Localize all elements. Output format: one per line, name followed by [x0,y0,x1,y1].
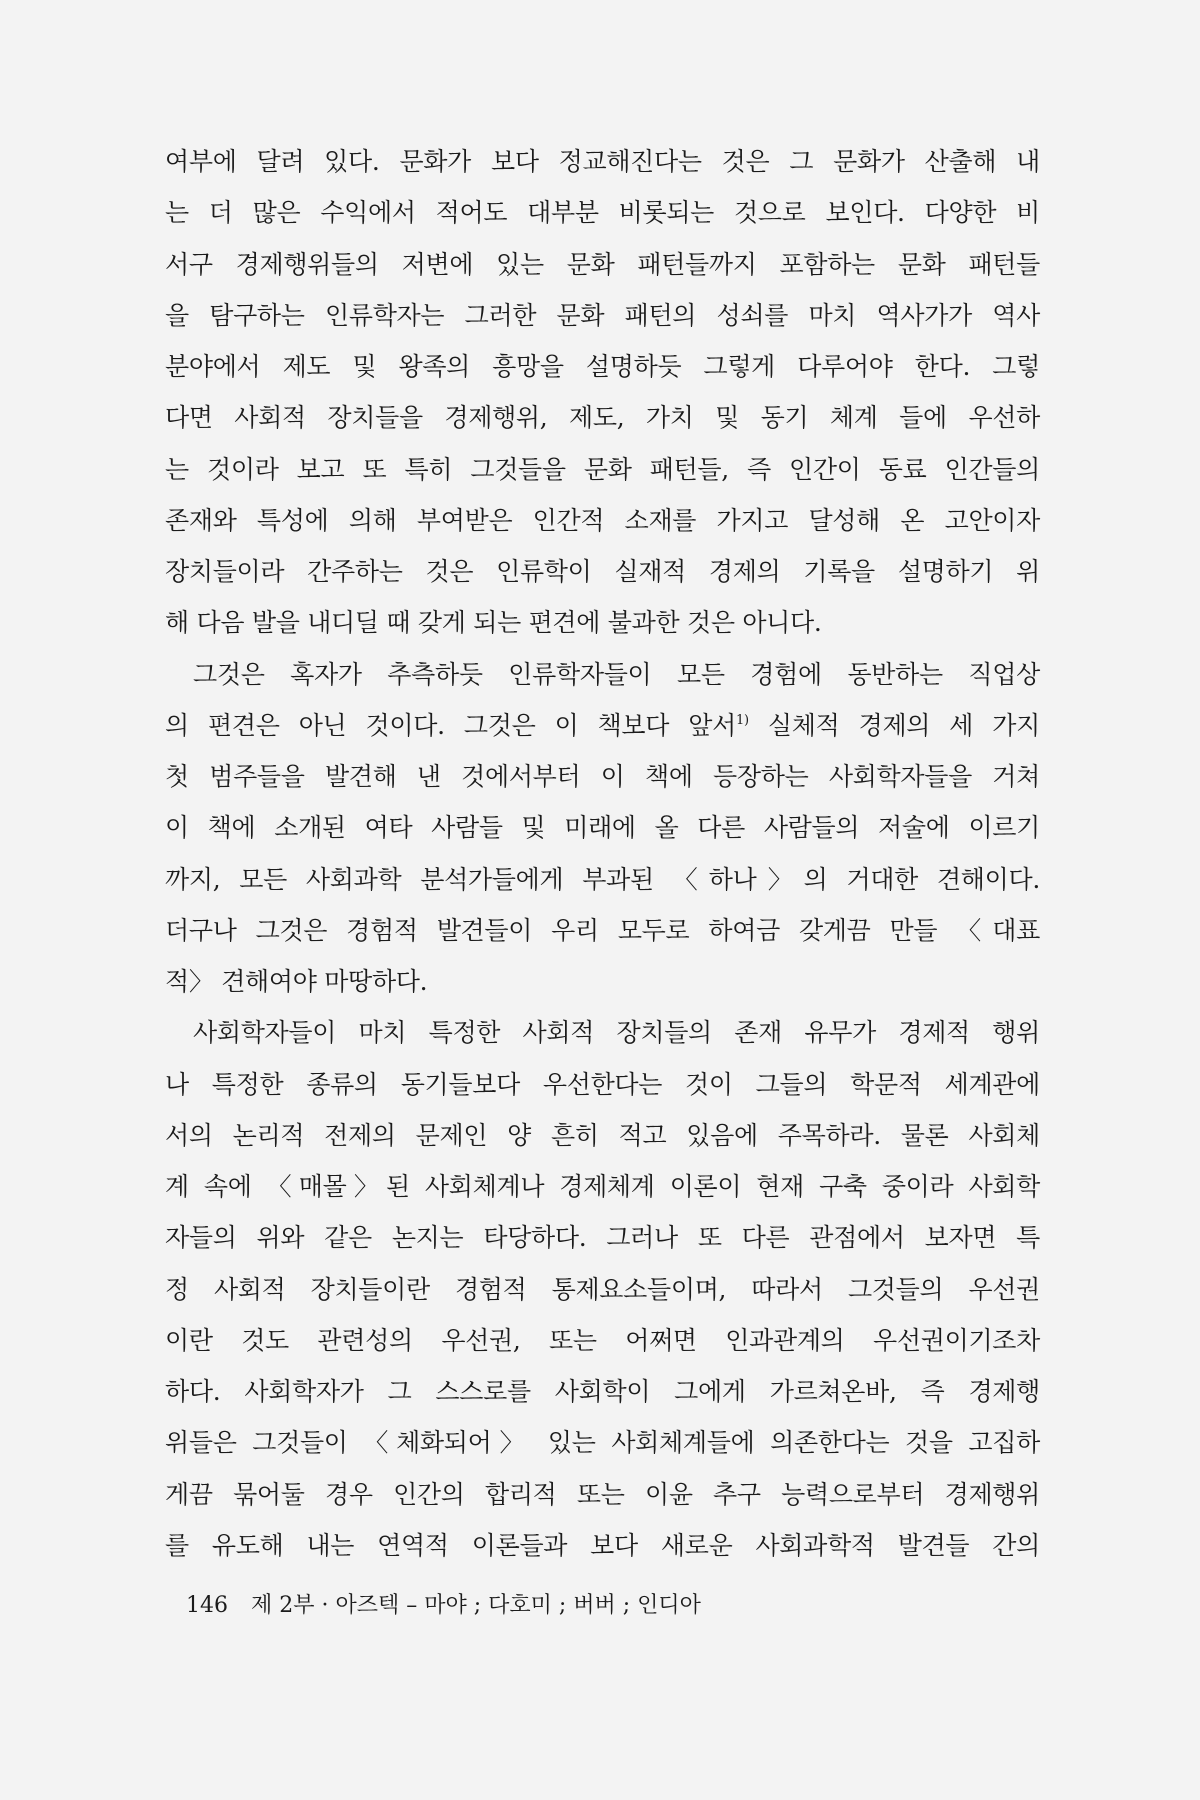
text-line: 다면 사회적 장치들을 경제행위, 제도, 가치 및 동기 체계 들에 우선하 [165,403,1040,433]
body-text [165,136,1040,1571]
text-line: 분야에서 제도 및 왕족의 흥망을 설명하듯 그렇게 다루어야 한다. 그렇 [165,352,1040,381]
text-line: 하다. 사회학자가 그 스스로를 사회학이 그에게 가르쳐온바, 즉 경제행 [165,1377,1040,1406]
text-line: 정 사회적 장치들이란 경험적 통제요소들이며, 따라서 그것들의 우선권 [165,1274,1040,1304]
paragraph-2 [165,649,1040,1008]
text-line: 그것은 혹자가 추측하듯 인류학자들이 모든 경험에 동반하는 직업상 [193,659,1040,689]
text-line: 를 유도해 내는 연역적 이론들과 보다 새로운 사회과학적 발견들 간의 [165,1530,1040,1560]
page-number: 146 [186,1593,228,1618]
text-line: 위들은 그것들이 〈체화되어〉 있는 사회체계들에 의존한다는 것을 고집하 [165,1428,1040,1458]
running-head: 제 2부 · 아즈텍 – 마야 ; 다호미 ; 버버 ; 인디아 [251,1593,701,1618]
text-line: 장치들이라 간주하는 것은 인류학이 실재적 경제의 기록을 설명하기 위 [165,557,1040,586]
text-line: 서의 논리적 전제의 문제인 양 흔히 적고 있음에 주목하라. 물론 사회체 [165,1120,1040,1150]
text-line: 더구나 그것은 경험적 발견들이 우리 모두로 하여금 갖게끔 만들 〈대표 [165,915,1040,945]
text-line: 자들의 위와 같은 논지는 타당하다. 그러나 또 다른 관점에서 보자면 특 [165,1223,1040,1253]
text-line: 적〉 견해여야 마땅하다. [165,967,428,996]
text-line: 서구 경제행위들의 저변에 있는 문화 패턴들까지 포함하는 문화 패턴들 [165,249,1040,279]
footnote-marker: 1) [736,712,749,728]
text-line: 첫 범주들을 발견해 낸 것에서부터 이 책에 등장하는 사회학자들을 거쳐 [165,762,1040,791]
text-line: 는 더 많은 수익에서 적어도 대부분 비롯되는 것으로 보인다. 다양한 비 [165,198,1040,228]
text-line: 나 특정한 종류의 동기들보다 우선한다는 것이 그들의 학문적 세계관에 [165,1069,1040,1099]
text-line: 여부에 달려 있다. 문화가 보다 정교해진다는 것은 그 문화가 산출해 내 [165,147,1040,176]
text-line: 게끔 묶어둘 경우 인간의 합리적 또는 이윤 추구 능력으로부터 경제행위 [165,1479,1040,1509]
paragraph-3 [165,1007,1040,1571]
paragraph-1 [165,136,1040,649]
text-line: 계 속에 〈매몰〉된 사회체계나 경제체계 이론이 현재 구축 중이라 사회학 [165,1172,1040,1201]
text-line: 사회학자들이 마치 특정한 사회적 장치들의 존재 유무가 경제적 행위 [193,1018,1040,1048]
text-line-with-footnote [165,700,1040,751]
text-line: 는 것이라 보고 또 특히 그것들을 문화 패턴들, 즉 인간이 동료 인간들의 [165,454,1040,484]
text-line: 을 탐구하는 인류학자는 그러한 문화 패턴의 성쇠를 마치 역사가가 역사 [165,300,1040,330]
text-line: 까지, 모든 사회과학 분석가들에게 부과된 〈하나〉의 거대한 견해이다. [165,864,1040,894]
text-line: 해 다음 발을 내디딜 때 갖게 되는 편견에 불과한 것은 아니다. [165,608,822,638]
text-segment: 의 편견은 아닌 것이다. 그것은 이 책보다 앞서 [165,710,736,740]
text-line: 존재와 특성에 의해 부여받은 인간적 소재를 가지고 달성해 온 고안이자 [165,505,1040,535]
text-line: 이란 것도 관련성의 우선권, 또는 어쩌면 인과관계의 우선권이기조차 [165,1325,1040,1355]
text-segment: 실체적 경제의 세 가지 [748,710,1040,740]
page-footer [186,1588,701,1619]
text-line: 이 책에 소개된 여타 사람들 및 미래에 올 다른 사람들의 저술에 이르기 [165,813,1040,843]
